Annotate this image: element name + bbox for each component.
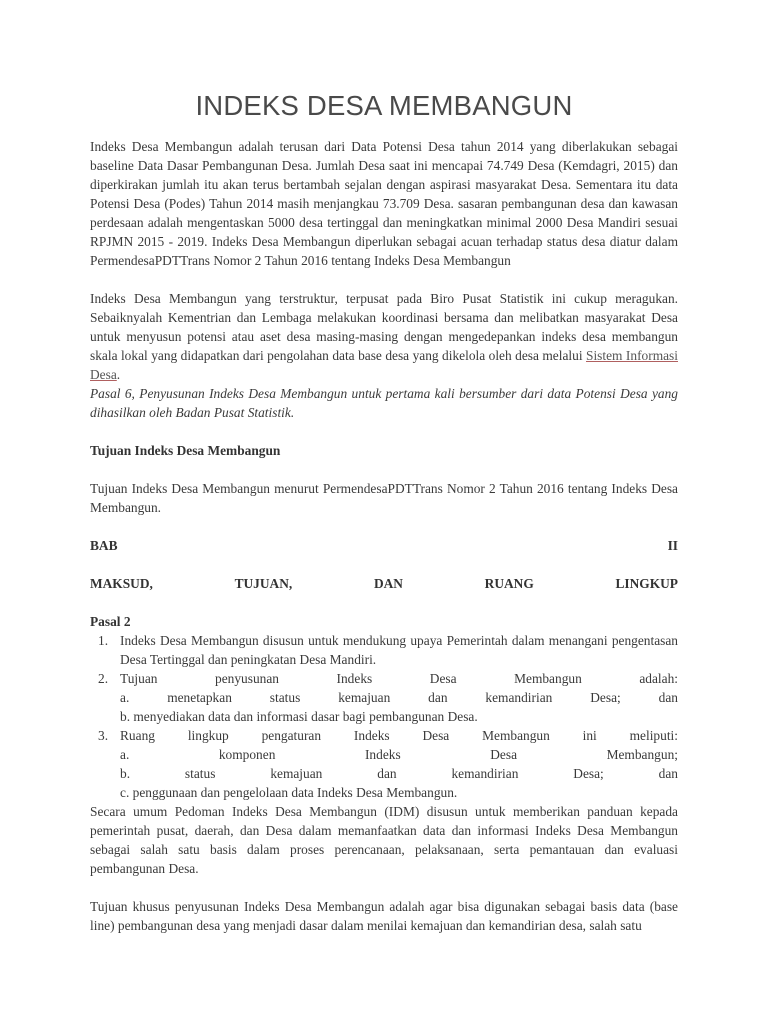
maksud-word: DAN bbox=[373, 576, 403, 591]
maksud-word: LINGKUP bbox=[615, 576, 678, 591]
list-item bbox=[90, 631, 678, 669]
bab-heading bbox=[90, 536, 678, 555]
maksud-heading bbox=[90, 574, 678, 593]
list-item bbox=[90, 669, 678, 688]
pasal-2-list bbox=[90, 631, 678, 802]
paragraph-pedoman: Secara umum Pedoman Indeks Desa Membangun (IDM) disusun untuk memberikan panduan kepada pemerintah pusat, daerah, dan Desa dalam memanfaatkan data dan informasi Indeks Desa Membangun sebagai salah satu basis dalam proses perencanaan, pelaksanaan, serta pemantauan dan evaluasi pembangunan Desa. bbox=[90, 804, 678, 876]
list-subitem: b. menyediakan data dan informasi dasar bagi pembangunan Desa. bbox=[120, 709, 478, 724]
list-subitem: b. status kemajuan dan kemandirian Desa; dan bbox=[120, 766, 678, 781]
sistem-informasi-desa-link[interactable]: Sistem Informasi Desa bbox=[90, 348, 678, 382]
heading-tujuan: Tujuan Indeks Desa Membangun bbox=[90, 443, 281, 458]
list-subitem: a. komponen Indeks Desa Membangun; bbox=[120, 747, 678, 762]
list-text: Indeks Desa Membangun disusun untuk mendukung upaya Pemerintah dalam menangani pengentasan Desa Tertinggal dan peningkatan Desa Mandiri. bbox=[120, 633, 678, 667]
paragraph-critique-text: Indeks Desa Membangun yang terstruktur, terpusat pada Biro Pusat Statistik ini cukup meragukan. Sebaiknyalah Kementrian dan Lembaga melakukan koordinasi bersama dan melibatkan masyarakat Desa untuk menyusun potensi atau aset desa masing-masing dengan mengedepankan indeks desa membangun skala lokal yang didapatkan dari pengolahan data base desa yang dikelola oleh desa melalui bbox=[90, 291, 678, 363]
document-title: INDEKS DESA MEMBANGUN bbox=[195, 90, 573, 121]
list-number: 3. bbox=[98, 728, 109, 743]
bab-number: II bbox=[667, 538, 678, 553]
maksud-word: TUJUAN, bbox=[234, 576, 293, 591]
list-text: Tujuan penyusunan Indeks Desa Membangun adalah: bbox=[120, 671, 678, 686]
list-subitem: c. penggunaan dan pengelolaan data Indeks Desa Membangun. bbox=[120, 785, 458, 800]
list-number: 1. bbox=[98, 633, 109, 648]
paragraph-critique-end: . bbox=[116, 367, 121, 382]
list-number: 2. bbox=[98, 671, 109, 686]
list-text: Ruang lingkup pengaturan Indeks Desa Membangun ini meliputi: bbox=[120, 728, 678, 743]
pasal-6-quote: Pasal 6, Penyusunan Indeks Desa Membangun untuk pertama kali bersumber dari data Potensi Desa yang dihasilkan oleh Badan Pusat Statistik. bbox=[90, 386, 678, 420]
maksud-word: MAKSUD, bbox=[90, 576, 153, 591]
paragraph-intro: Indeks Desa Membangun adalah terusan dari Data Potensi Desa tahun 2014 yang diberlakukan sebagai baseline Data Dasar Pembangunan Desa. Jumlah Desa saat ini mencapai 74.749 Desa (Kemdagri, 2015) dan diperkirakan jumlah itu akan terus bertambah sejalan dengan aspirasi masyarakat Desa. Sementara itu data Potensi Desa (Podes) Tahun 2014 masih menjangkau 73.709 Desa. sasaran pembangunan desa dan kawasan perdesaan adalah mengentaskan 5000 desa tertinggal dan meningkatkan minimal 2000 Desa Mandiri sesuai RPJMN 2015 - 2019. Indeks Desa Membangun diperlukan sebagai acuan terhadap status desa diatur dalam PermendesaPDTTrans Nomor 2 Tahun 2016 tentang Indeks Desa Membangun bbox=[90, 139, 678, 268]
paragraph-tujuan-khusus: Tujuan khusus penyusunan Indeks Desa Membangun adalah agar bisa digunakan sebagai basis data (base line) pembangunan desa yang menjadi dasar dalam menilai kemajuan dan kemandirian desa, salah satu bbox=[90, 899, 678, 933]
bab-word: BAB bbox=[90, 538, 118, 553]
list-subitem: a. menetapkan status kemajuan dan kemandirian Desa; dan bbox=[120, 690, 678, 705]
paragraph-critique bbox=[90, 289, 678, 384]
maksud-word: RUANG bbox=[484, 576, 534, 591]
paragraph-tujuan: Tujuan Indeks Desa Membangun menurut PermendesaPDTTrans Nomor 2 Tahun 2016 tentang Indeks Desa Membangun. bbox=[90, 481, 678, 515]
list-item bbox=[90, 726, 678, 745]
pasal-2-heading: Pasal 2 bbox=[90, 614, 131, 629]
